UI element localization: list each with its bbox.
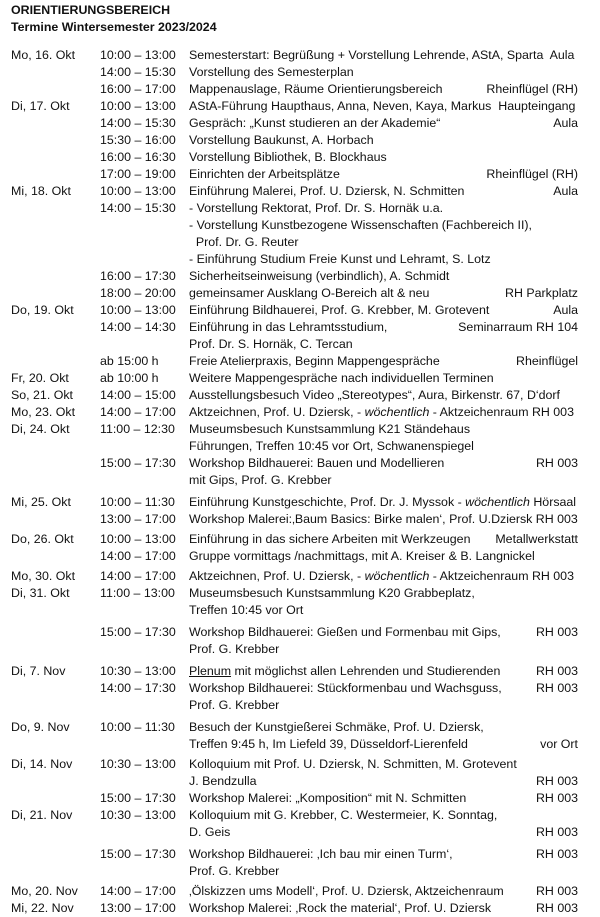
row-date <box>11 336 100 353</box>
schedule-row <box>11 404 600 421</box>
row-time <box>100 824 189 841</box>
row-time: 10:00 – 13:00 <box>100 184 176 198</box>
row-date <box>11 149 100 166</box>
schedule-row <box>11 268 600 285</box>
row-location: Aula <box>553 184 578 198</box>
row-description-text: D. Geis <box>189 825 231 839</box>
row-description-text: Workshop Malerei: „Komposition“ mit N. Schmitten <box>189 791 467 805</box>
row-time: 10:00 – 13:00 <box>100 99 176 113</box>
row-description-text: Workshop Bildhauerei: Bauen und Modellieren <box>189 456 445 470</box>
row-description-text: Einrichten der Arbeitsplätze <box>189 167 340 181</box>
row-location: RH 003 <box>535 625 578 639</box>
row-date: Do, 9. Nov <box>11 720 70 734</box>
schedule-row <box>11 697 600 714</box>
row-time: 10:00 – 13:00 <box>100 303 176 317</box>
schedule-row <box>11 846 600 863</box>
row-description-text: mit möglichst allen Lehrenden und Studierenden <box>231 664 501 678</box>
schedule-row <box>11 719 600 736</box>
row-location: RH 003 <box>535 901 578 915</box>
schedule-row <box>11 531 600 548</box>
schedule-row <box>11 756 600 773</box>
row-time: 14:00 – 17:00 <box>100 569 176 583</box>
row-time: 14:00 – 17:00 <box>100 884 176 898</box>
row-time: 14:00 – 15:30 <box>100 116 176 130</box>
row-location: RH 003 <box>535 791 578 805</box>
row-date: Di, 31. Okt <box>11 586 70 600</box>
row-description <box>189 149 600 166</box>
schedule-row <box>11 183 600 200</box>
row-location: Rheinflügel <box>516 354 578 368</box>
row-description <box>189 115 600 132</box>
row-date: Di, 17. Okt <box>11 99 70 113</box>
row-time: 13:00 – 17:00 <box>100 901 176 915</box>
row-date <box>11 697 100 714</box>
row-description-text: Einführung Bildhauerei, Prof. G. Krebber, M. Grotevent <box>189 303 490 317</box>
schedule-row <box>11 98 600 115</box>
row-location: Seminarraum RH 104 <box>458 320 578 334</box>
schedule-row <box>11 773 600 790</box>
row-location: RH 003 <box>535 825 578 839</box>
row-description-text: Einführung in das sichere Arbeiten mit Werkzeugen <box>189 532 471 546</box>
schedule-row <box>11 663 600 680</box>
schedule-row <box>11 568 600 585</box>
row-description <box>189 472 600 489</box>
row-time <box>100 641 189 658</box>
row-date: Di, 24. Okt <box>11 422 70 436</box>
row-date <box>11 81 100 98</box>
row-description <box>189 336 600 353</box>
row-time: 16:00 – 17:30 <box>100 269 176 283</box>
row-description <box>189 268 600 285</box>
schedule-row <box>11 132 600 149</box>
schedule-row <box>11 302 600 319</box>
row-date: Mo, 20. Nov <box>11 884 78 898</box>
row-description-text: Einführung Malerei, Prof. U. Dziersk, N. Schmitten <box>189 184 465 198</box>
schedule-row <box>11 353 600 370</box>
row-description <box>189 697 600 714</box>
row-date <box>11 319 100 336</box>
row-description <box>189 234 600 251</box>
row-date <box>11 846 100 863</box>
row-time: 16:00 – 17:00 <box>100 82 176 96</box>
row-date <box>11 736 100 753</box>
row-description <box>189 64 600 81</box>
row-description <box>189 370 600 387</box>
schedule-row <box>11 602 600 619</box>
row-date <box>11 200 100 217</box>
row-location: RH 003 <box>535 681 578 695</box>
schedule-row <box>11 336 600 353</box>
row-time <box>100 217 189 234</box>
row-time <box>100 472 189 489</box>
row-date: Mo, 23. Okt <box>11 405 76 419</box>
row-location: Metallwerkstatt <box>495 532 578 546</box>
row-date <box>11 511 100 528</box>
row-time: 10:00 – 11:30 <box>100 720 175 734</box>
row-description <box>189 98 600 115</box>
row-date <box>11 64 100 81</box>
row-description <box>189 719 600 736</box>
row-date <box>11 438 100 455</box>
row-time: 14:00 – 17:00 <box>100 405 176 419</box>
row-location: Rheinflügel (RH) <box>486 82 578 96</box>
row-description <box>189 863 600 880</box>
row-date <box>11 824 100 841</box>
row-time: 15:30 – 16:00 <box>100 133 176 147</box>
row-time: 10:30 – 13:00 <box>100 808 176 822</box>
schedule-row <box>11 421 600 438</box>
row-time: 10:30 – 13:00 <box>100 664 176 678</box>
schedule-row <box>11 200 600 217</box>
row-location: RH 003 <box>535 456 578 470</box>
schedule-row <box>11 900 600 917</box>
row-description-text: gemeinsamer Ausklang O-Bereich alt & neu <box>189 286 430 300</box>
schedule-row <box>11 641 600 658</box>
schedule-row <box>11 511 600 528</box>
schedule-row <box>11 438 600 455</box>
document-subtitle: Termine Wintersemester 2023/2024 <box>11 20 217 34</box>
row-description <box>189 183 600 200</box>
schedule-row <box>11 370 600 387</box>
row-underlined-word: Plenum <box>189 664 232 678</box>
row-date: Mi, 18. Okt <box>11 184 71 198</box>
row-frequency: wöchentlich <box>465 495 530 509</box>
row-time: ab 10:00 h <box>100 371 159 385</box>
row-date <box>11 234 100 251</box>
row-description-text: Sicherheitseinweisung (verbindlich), A. Schmidt <box>189 269 450 283</box>
row-description <box>189 568 600 585</box>
row-date: Mi, 22. Nov <box>11 901 74 915</box>
schedule-row <box>11 234 600 251</box>
row-time: 14:00 – 15:30 <box>100 65 176 79</box>
row-description-text: - Vorstellung Kunstbezogene Wissenschaften (Fachbereich II), <box>189 218 532 232</box>
row-location: Rheinflügel (RH) <box>486 167 578 181</box>
schedule-row <box>11 64 600 81</box>
row-date <box>11 268 100 285</box>
row-date <box>11 455 100 472</box>
schedule-row <box>11 494 600 511</box>
row-time <box>100 438 189 455</box>
row-time: 14:00 – 15:00 <box>100 388 176 402</box>
schedule-row <box>11 472 600 489</box>
row-description-text: ‚Ölskizzen ums Modell‘, Prof. U. Dziersk, Aktzeichenraum <box>189 884 504 898</box>
row-time: 14:00 – 14:30 <box>100 320 176 334</box>
row-time: 16:00 – 16:30 <box>100 150 176 164</box>
schedule-row <box>11 319 600 336</box>
row-description-text: Kolloquium mit Prof. U. Dziersk, N. Schmitten, M. Grotevent <box>189 757 517 771</box>
row-description-text: Kolloquium mit G. Krebber, C. Westermeier, K. Sonntag, <box>189 808 498 822</box>
row-date: Mo, 16. Okt <box>11 48 76 62</box>
row-description <box>189 807 600 824</box>
row-frequency: wöchentlich <box>364 405 430 419</box>
row-description <box>189 736 600 753</box>
row-time: 17:00 – 19:00 <box>100 167 176 181</box>
row-date <box>11 217 100 234</box>
row-location: RH 003 <box>535 774 578 788</box>
row-description <box>189 494 600 511</box>
row-time: ab 15:00 h <box>100 354 159 368</box>
row-description-text: Einführung Kunstgeschichte, Prof. Dr. J. Myssok - <box>189 495 466 509</box>
row-time <box>100 234 189 251</box>
row-description <box>189 47 600 64</box>
schedule-table <box>11 47 600 917</box>
row-location: Aula <box>553 303 578 317</box>
row-time <box>100 697 189 714</box>
schedule-row <box>11 824 600 841</box>
row-time: 10:00 – 11:30 <box>100 495 175 509</box>
row-time <box>100 602 189 619</box>
row-date: Di, 7. Nov <box>11 664 66 678</box>
row-time: 13:00 – 17:00 <box>100 512 176 526</box>
row-description <box>189 548 600 565</box>
row-date: So, 21. Okt <box>11 388 73 402</box>
row-description-tail: - Aktzeichenraum RH 003 <box>429 405 574 419</box>
row-description-text: Aktzeichnen, Prof. U. Dziersk, - <box>189 569 365 583</box>
row-description-text: Prof. Dr. G. Reuter <box>189 235 299 249</box>
row-description <box>189 585 600 602</box>
schedule-row <box>11 736 600 753</box>
row-description-text: Weitere Mappengespräche nach individuellen Terminen <box>189 371 494 385</box>
row-time <box>100 773 189 790</box>
row-date: Do, 26. Okt <box>11 532 74 546</box>
row-description <box>189 511 600 528</box>
row-description <box>189 200 600 217</box>
row-description <box>189 641 600 658</box>
row-description <box>189 217 600 234</box>
row-description <box>189 132 600 149</box>
row-description-text: Führungen, Treffen 10:45 vor Ort, Schwanenspiegel <box>189 439 474 453</box>
row-description-text: Workshop Bildhauerei: Stückformenbau und Wachsguss, <box>189 681 502 695</box>
row-time: 10:00 – 13:00 <box>100 532 176 546</box>
row-description-text: Besuch der Kunstgießerei Schmäke, Prof. U. Dziersk, <box>189 720 484 734</box>
schedule-row <box>11 166 600 183</box>
row-time <box>100 251 189 268</box>
row-description-text: Gruppe vormittags /nachmittags, mit A. Kreiser & B. Langnickel <box>189 549 535 563</box>
row-description-text: Freie Atelierpraxis, Beginn Mappengespräche <box>189 354 440 368</box>
row-time: 18:00 – 20:00 <box>100 286 176 300</box>
row-date <box>11 602 100 619</box>
row-description-text: Workshop Bildhauerei: ‚Ich bau mir einen Turm‘, <box>189 847 453 861</box>
row-description-text: Treffen 10:45 vor Ort <box>189 603 304 617</box>
row-location: RH Parkplatz <box>505 286 578 300</box>
schedule-row <box>11 81 600 98</box>
row-description <box>189 387 600 404</box>
row-description-text: Workshop Malerei: ‚Rock the material‘, Prof. U. Dziersk <box>189 901 492 915</box>
row-date <box>11 548 100 565</box>
row-time: 15:00 – 17:30 <box>100 625 176 639</box>
row-description <box>189 438 600 455</box>
row-date <box>11 166 100 183</box>
row-description-text: J. Bendzulla <box>189 774 257 788</box>
row-location: RH 003 <box>535 884 578 898</box>
row-time: 11:00 – 13:00 <box>100 586 175 600</box>
row-description <box>189 251 600 268</box>
document-title: ORIENTIERUNGSBEREICH <box>11 3 171 17</box>
row-location: Aula <box>553 116 578 130</box>
row-description-tail: - Aktzeichenraum RH 003 <box>429 569 574 583</box>
schedule-row <box>11 680 600 697</box>
row-frequency: wöchentlich <box>364 569 430 583</box>
row-description-text: Prof. G. Krebber <box>189 642 280 656</box>
row-time: 15:00 – 17:30 <box>100 791 176 805</box>
row-date <box>11 132 100 149</box>
row-date <box>11 773 100 790</box>
row-description <box>189 404 600 421</box>
row-location: RH 003 <box>535 847 578 861</box>
row-description-text: Workshop Bildhauerei: Gießen und Formenbau mit Gips, <box>189 625 501 639</box>
schedule-row <box>11 217 600 234</box>
schedule-row <box>11 115 600 132</box>
row-description-text: Vorstellung Baukunst, A. Horbach <box>189 133 374 147</box>
row-time: 15:00 – 17:30 <box>100 847 176 861</box>
row-time: 14:00 – 15:30 <box>100 201 176 215</box>
row-date <box>11 790 100 807</box>
row-time: 11:00 – 12:30 <box>100 422 175 436</box>
schedule-row <box>11 251 600 268</box>
row-description-text: Vorstellung des Semesterplan <box>189 65 354 79</box>
row-time: 14:00 – 17:30 <box>100 681 176 695</box>
row-time: 10:00 – 13:00 <box>100 48 176 62</box>
schedule-row <box>11 285 600 302</box>
row-date <box>11 624 100 641</box>
row-time <box>100 336 189 353</box>
row-location: vor Ort <box>540 737 578 751</box>
row-date <box>11 863 100 880</box>
schedule-row <box>11 585 600 602</box>
row-description <box>189 756 600 773</box>
row-description-tail: Hörsaal <box>529 495 577 509</box>
row-description-text: - Einführung Studium Freie Kunst und Lehramt, S. Lotz <box>189 252 491 266</box>
row-description-text: Workshop Malerei:‚Baum Basics: Birke malen‘, Prof. U.Dziersk RH 003 <box>189 512 578 526</box>
row-date <box>11 641 100 658</box>
row-description-text: Einführung in das Lehramtsstudium, <box>189 320 388 334</box>
row-description <box>189 421 600 438</box>
schedule-row <box>11 47 600 64</box>
row-description-text: Treffen 9:45 h, Im Liefeld 39, Düsseldorf-Lierenfeld <box>189 737 468 751</box>
row-date: Mo, 30. Okt <box>11 569 76 583</box>
row-description-text: Museumsbesuch Kunstsammlung K20 Grabbeplatz, <box>189 586 475 600</box>
schedule-row <box>11 807 600 824</box>
row-time <box>100 863 189 880</box>
row-description-text: Aktzeichnen, Prof. U. Dziersk, - <box>189 405 365 419</box>
row-description-text: - Vorstellung Rektorat, Prof. Dr. S. Hornäk u.a. <box>189 201 444 215</box>
schedule-row <box>11 387 600 404</box>
row-date <box>11 353 100 370</box>
row-location: RH 003 <box>535 664 578 678</box>
row-date <box>11 251 100 268</box>
row-description-text: Prof. G. Krebber <box>189 864 280 878</box>
row-date <box>11 472 100 489</box>
row-description-text: Mappenauslage, Räume Orientierungsbereich <box>189 82 443 96</box>
row-description-text: Museumsbesuch Kunstsammlung K21 Ständehaus <box>189 422 471 436</box>
schedule-row <box>11 790 600 807</box>
row-date: Di, 14. Nov <box>11 757 73 771</box>
row-description-text: Vorstellung Bibliothek, B. Blockhaus <box>189 150 387 164</box>
schedule-row <box>11 149 600 166</box>
row-description-text: Ausstellungsbesuch Video „Stereotypes“, Aura, Birkenstr. 67, D‘dorf <box>189 388 560 402</box>
row-description-text: AStA-Führung Haupthaus, Anna, Neven, Kaya, Markus Haupteingang <box>189 99 576 113</box>
schedule-row <box>11 455 600 472</box>
row-date: Do, 19. Okt <box>11 303 74 317</box>
row-date <box>11 285 100 302</box>
row-date: Fr, 20. Okt <box>11 371 69 385</box>
row-date: Mi, 25. Okt <box>11 495 71 509</box>
row-time: 14:00 – 17:00 <box>100 549 176 563</box>
row-time <box>100 736 189 753</box>
row-description-text: Gespräch: „Kunst studieren an der Akademie“ <box>189 116 441 130</box>
schedule-row <box>11 548 600 565</box>
schedule-row <box>11 863 600 880</box>
row-description <box>189 302 600 319</box>
row-time: 10:30 – 13:00 <box>100 757 176 771</box>
row-date <box>11 680 100 697</box>
row-time: 15:00 – 17:30 <box>100 456 176 470</box>
row-description-text: mit Gips, Prof. G. Krebber <box>189 473 332 487</box>
schedule-row <box>11 624 600 641</box>
row-description <box>189 602 600 619</box>
row-date <box>11 115 100 132</box>
row-description-text: Prof. G. Krebber <box>189 698 280 712</box>
row-date: Di, 21. Nov <box>11 808 73 822</box>
row-description-text: Semesterstart: Begrüßung + Vorstellung Lehrende, AStA, Sparta Aula <box>189 48 575 62</box>
row-description-text: Prof. Dr. S. Hornäk, C. Tercan <box>189 337 353 351</box>
